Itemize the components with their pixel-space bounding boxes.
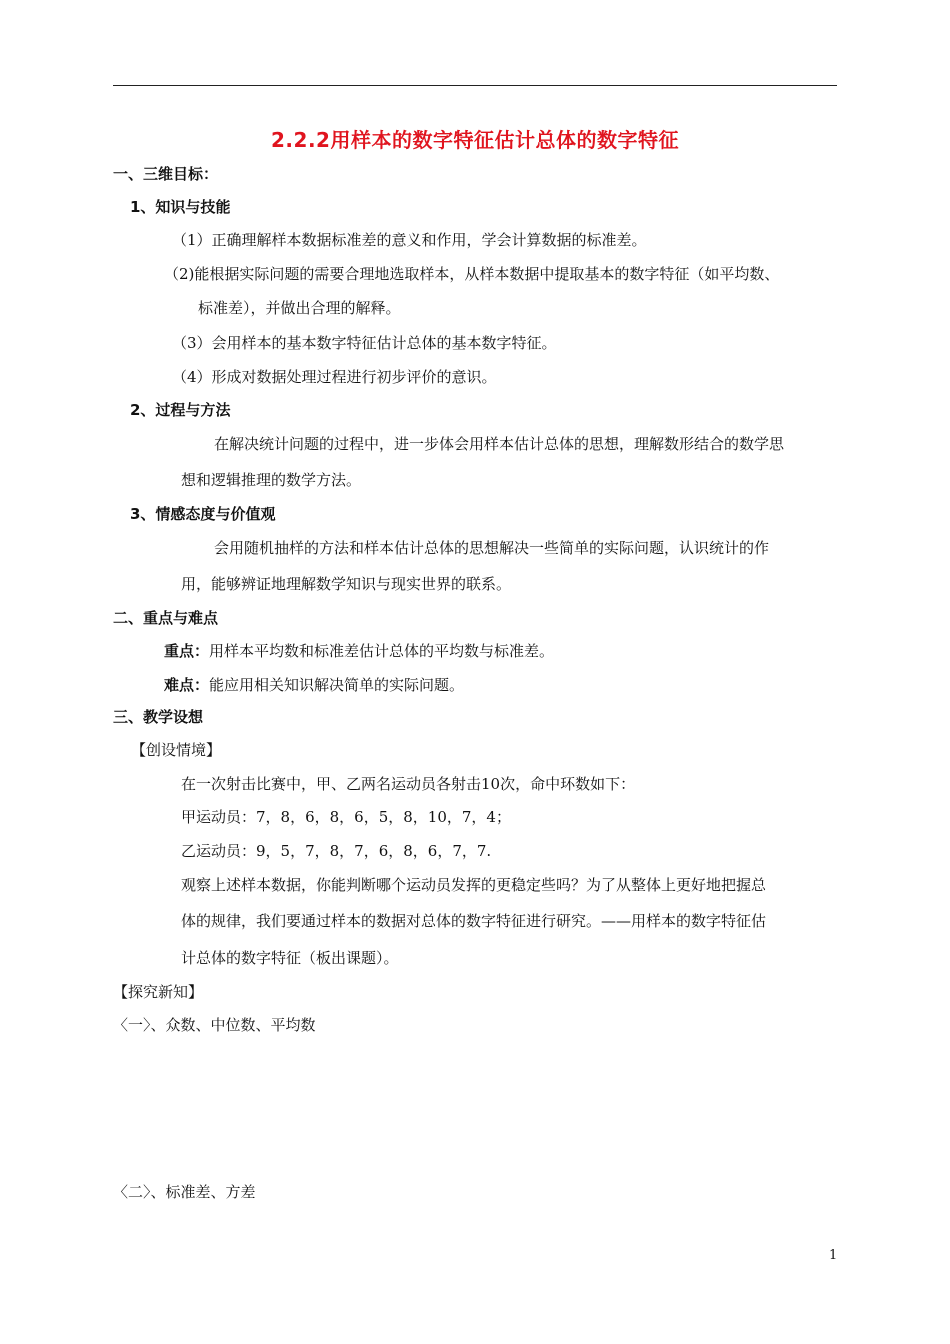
scenario-line: 观察上述样本数据，你能判断哪个运动员发挥的更稳定些吗？为了从整体上更好地把握总 — [181, 876, 767, 894]
scene-label: 【创设情境】 — [131, 741, 222, 759]
difficulty-text: 能应用相关知识解决简单的实际问题。 — [209, 676, 465, 694]
section-1-heading: 一、三维目标： — [113, 165, 219, 183]
paragraph-line: 用，能够辨证地理解数学知识与现实世界的联系。 — [181, 575, 512, 593]
objective-item-continued: 标准差），并做出合理的解释。 — [198, 299, 401, 317]
knowledge-skills-heading: 1、知识与技能 — [130, 198, 231, 216]
objective-item: （3）会用样本的基本数字特征估计总体的基本数字特征。 — [172, 334, 557, 352]
subsection-2: 〈二〉、标准差、方差 — [113, 1183, 256, 1201]
key-point-text: 用样本平均数和标准差估计总体的平均数与标准差。 — [209, 642, 555, 660]
paragraph-line: 想和逻辑推理的数学方法。 — [181, 471, 362, 489]
explore-label: 【探究新知】 — [113, 983, 204, 1001]
section-3-heading: 三、教学设想 — [113, 708, 204, 726]
scenario-line: 乙运动员：9，5，7，8，7，6，8，6，7，7. — [181, 842, 492, 860]
header-rule — [113, 85, 837, 86]
scenario-line: 甲运动员：7，8，6，8，6，5，8，10，7，4； — [181, 808, 511, 826]
scenario-line: 体的规律，我们要通过样本的数据对总体的数字特征进行研究。——用样本的数字特征估 — [181, 912, 767, 930]
paragraph-line: 在解决统计问题的过程中，进一步体会用样本估计总体的思想，理解数形结合的数学思 — [214, 435, 785, 453]
section-2-heading: 二、重点与难点 — [113, 609, 219, 627]
scenario-line: 计总体的数字特征（板出课题）。 — [181, 949, 399, 967]
objective-item: （2)能根据实际问题的需要合理地选取样本，从样本数据中提取基本的数字特征（如平均数、 — [164, 265, 780, 283]
difficulty-label: 难点： — [164, 676, 210, 694]
document-title: 2.2.2用样本的数字特征估计总体的数字特征 — [271, 128, 679, 152]
key-point-line — [164, 642, 554, 660]
scenario-line: 在一次射击比赛中，甲、乙两名运动员各射击10次，命中环数如下： — [181, 775, 636, 793]
key-point-label: 重点： — [164, 642, 210, 660]
page-number: 1 — [829, 1248, 838, 1263]
objective-item: （4）形成对数据处理过程进行初步评价的意识。 — [172, 368, 497, 386]
attitude-values-heading: 3、情感态度与价值观 — [130, 505, 276, 523]
process-method-heading: 2、过程与方法 — [130, 401, 231, 419]
paragraph-line: 会用随机抽样的方法和样本估计总体的思想解决一些简单的实际问题，认识统计的作 — [214, 539, 770, 557]
subsection-1: 〈一〉、众数、中位数、平均数 — [113, 1016, 316, 1034]
difficulty-line — [164, 676, 464, 694]
objective-item: （1）正确理解样本数据标准差的意义和作用，学会计算数据的标准差。 — [172, 231, 647, 249]
